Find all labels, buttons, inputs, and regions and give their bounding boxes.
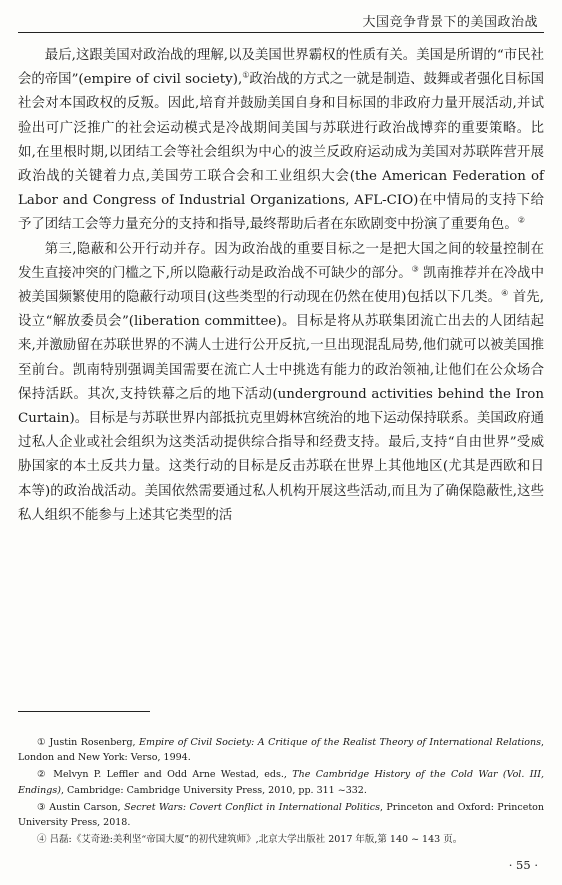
footnote-text: Justin Rosenberg, — [45, 737, 140, 748]
footnote-2 — [18, 767, 544, 797]
footnote-text: Austin Carson, — [45, 801, 125, 813]
footnote-text: 吕磊:《艾奇逊:美利坚“帝国大厦”的初代建筑师》,北京大学出版社 2017 年版,第 140 ~ 143 页。 — [46, 834, 463, 846]
page-number: · 55 · — [508, 858, 538, 872]
paragraph-1-text-b: 政治战的方式之一就是制造、鼓舞或者强化目标国社会对本国政权的反叛。因此,培育并鼓励美国自身和目标国的非政府力量开展活动,并试验出可广泛推广的社会运动模式是冷战期间美国与苏联进行政治战博弈的重要策略。比如,在里根时期,以团结工会等社会组织为中心的波兰反政府运动成为美国对苏联阵营开展政治战的关键着力点,美国劳工联合会和工业组织大会(the American Federation of Labor and Congress of Industrial Organizations, AFL-CIO)在中情局的支持下给予了团结工会等力量充分的支持和指导,最终帮助后者在东欧剧变中扮演了重要角色。 — [18, 72, 545, 233]
header-rule — [18, 32, 544, 33]
paragraph-2 — [18, 238, 544, 528]
body-text — [18, 44, 544, 528]
footnotes — [18, 735, 544, 849]
footnote-3 — [18, 800, 544, 830]
footnote-marker: ② — [37, 769, 48, 781]
footnote-ref-1[interactable]: ① — [242, 70, 250, 80]
footnote-marker: ③ — [37, 801, 46, 813]
footnote-title: Secret Wars: Covert Conflict in International Politics — [124, 801, 381, 813]
footnote-text: , London and New York: Verso, 1994. — [18, 737, 544, 764]
footnote-marker: ① — [37, 737, 46, 748]
footnote-text: , Cambridge: Cambridge University Press, 2010, pp. 311 ~332. — [60, 784, 367, 796]
footnote-1 — [18, 735, 544, 765]
footnote-ref-4[interactable]: ④ — [501, 288, 509, 298]
running-head-title: 大国竞争背景下的美国政治战 — [362, 15, 538, 30]
footnote-title: The Cambridge History of the Cold War (Vol. III, Endings) — [18, 769, 544, 796]
footnote-text: , Princeton and Oxford: Princeton University Press, 2018. — [18, 801, 544, 829]
footnote-text: Melvyn P. Leffler and Odd Arne Westad, eds., — [47, 769, 293, 781]
footnote-marker: ④ — [37, 834, 47, 846]
footnote-ref-2[interactable]: ② — [517, 215, 525, 225]
paragraph-2-text-c: 首先,设立“解放委员会”(liberation committee)。目标是将从苏联集团流亡出去的人团结起来,并激励留在苏联世界的不满人士进行公开反抗,一旦出现混乱局势,他们就可以被美国推至前台。凯南特别强调美国需要在流亡人士中挑选有能力的政治领袖,让他们在公众场合保持活跃。其次,支持铁幕之后的地下活动(underground activities behind the Iron Curtain)。目标是与苏联世界内部抵抗克里姆林宫统治的地下运动保持联系。美国政府通过私人企业或社会组织为这类活动提供综合指导和经费支持。最后,支持“自由世界”受威胁国家的本土反共力量。这类行动的目标是反击苏联在世界上其他地区(尤其是西欧和日本等)的政治战活动。美国依然需要通过私人机构开展这些活动,而且为了确保隐蔽性,这些私人组织不能参与上述其它类型的活 — [18, 290, 545, 523]
footnote-separator — [18, 711, 150, 712]
paragraph-2-text-b: 凯南推荐并在冷战中被美国频繁使用的隐蔽行动项目(这些类型的行动现在仍然在使用)包括以下几类。 — [18, 265, 544, 306]
paragraph-1 — [18, 44, 544, 238]
footnote-4 — [18, 832, 544, 847]
footnote-title: Empire of Civil Society: A Critique of the Realist Theory of International Relations — [139, 737, 541, 748]
footnote-ref-3[interactable]: ③ — [411, 264, 419, 274]
paragraph-1-text-a: 最后,这跟美国对政治战的理解,以及美国世界霸权的性质有关。美国是所谓的“市民社会的帝国”(empire of civil society), — [18, 48, 544, 88]
paragraph-2-text-a: 第三,隐蔽和公开行动并存。因为政治战的重要目标之一是把大国之间的较量控制在发生直接冲突的门槛之下,所以隐蔽行动是政治战不可缺少的部分。 — [18, 241, 544, 281]
